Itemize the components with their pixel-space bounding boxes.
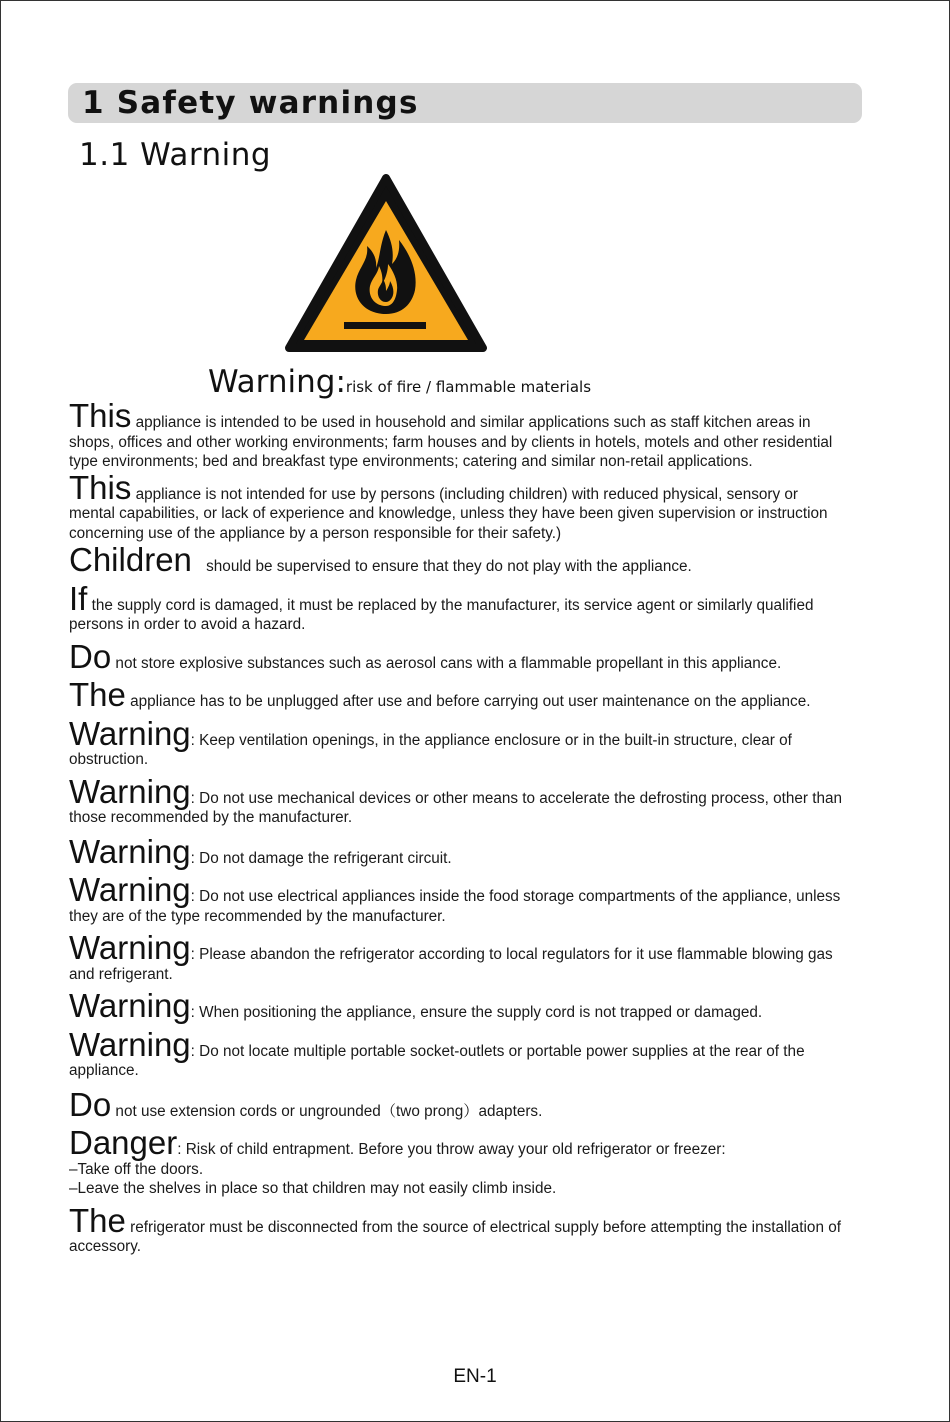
paragraph-text: refrigerator must be disconnected from the source of electrical supply before attempting the installation of accessory.: [69, 1218, 841, 1255]
paragraph-text: : Do not damage the refrigerant circuit.: [190, 849, 452, 867]
paragraph-text: : Do not locate multiple portable socket-outlets or portable power supplies at the rear of the appliance.: [69, 1042, 805, 1079]
paragraph-extension-cords: [69, 1085, 847, 1123]
paragraph-text: : Do not use electrical appliances inside the food storage compartments of the appliance, unless they are of the type recommended by the manufacturer.: [69, 888, 841, 925]
paragraph-text: appliance is not intended for use by persons (including children) with reduced physical, sensory or mental capabilities, or lack of experience and knowledge, unless they have been given supervision or instruction concerning use of the appliance by a person responsible for their safety.): [69, 485, 828, 542]
paragraph-text: : Keep ventilation openings, in the appliance enclosure or in the built-in structure, clear of obstruction.: [69, 731, 792, 768]
warning-caption-text: risk of fire / flammable materials: [345, 378, 592, 396]
subsection-title: 1.1 Warning: [79, 137, 272, 173]
paragraph-text: not use extension cords or ungrounded（two prong）adapters.: [111, 1102, 543, 1120]
page-number: EN-1: [453, 1366, 497, 1387]
paragraph-text: : Please abandon the refrigerator according to local regulators for it use flammable blowing gas and refrigerant.: [69, 946, 833, 983]
paragraph-accessory-installation: [69, 1201, 847, 1257]
paragraph-lead: Danger: [69, 1124, 178, 1161]
paragraph-supply-cord: [69, 579, 847, 635]
paragraph-lead: Do: [69, 1085, 112, 1123]
paragraph-lead: Children: [69, 541, 192, 578]
paragraph-positioning: [69, 987, 847, 1024]
paragraph-explosive-substances: [69, 637, 847, 675]
paragraph-text: not store explosive substances such as aerosol cans with a flammable propellant in this appliance.: [111, 654, 782, 672]
safety-paragraphs: [69, 397, 847, 1257]
paragraph-lead: Warning: [69, 714, 191, 752]
paragraph-lead: Warning: [69, 987, 191, 1024]
paragraph-text: the supply cord is damaged, it must be replaced by the manufacturer, its service agent or similarly qualified persons in order to avoid a hazard.: [69, 596, 814, 633]
paragraph-text: appliance has to be unplugged after use and before carrying out user maintenance on the appliance.: [125, 693, 811, 710]
flammable-warning-triangle-icon: [282, 172, 490, 356]
paragraph-text: : When positioning the appliance, ensure the supply cord is not trapped or damaged.: [190, 1004, 763, 1021]
paragraph-lead: Do: [69, 637, 112, 675]
paragraph-lead: Warning: [69, 929, 191, 966]
paragraph-reduced-capabilities: [69, 468, 847, 544]
paragraph-line: –Leave the shelves in place so that children may not easily climb inside.: [69, 1180, 557, 1197]
paragraph-lead: If: [69, 579, 88, 617]
paragraph-lead: Warning: [69, 772, 191, 810]
paragraph-intended-use: [69, 397, 847, 472]
paragraph-socket-outlets: [69, 1025, 847, 1081]
paragraph-unplug: [69, 676, 847, 713]
paragraph-electrical-appliances: [69, 871, 847, 926]
paragraph-refrigerant-circuit: [69, 832, 847, 870]
paragraph-disposal: [69, 929, 847, 984]
paragraph-ventilation: [69, 714, 847, 770]
paragraph-text: should be supervised to ensure that they do not play with the appliance.: [201, 558, 692, 575]
paragraph-lead: This: [69, 468, 132, 506]
paragraph-child-entrapment: [69, 1124, 847, 1199]
paragraph-children: [69, 541, 847, 578]
paragraph-defrosting: [69, 772, 847, 828]
paragraph-text: appliance is intended to be used in household and similar applications such as staff kitchen areas in shops, offices and other working environments; farm houses and by clients in hotels, motels and other residential type environments; bed and breakfast type environments; catering and similar non-retail applications.: [69, 414, 833, 470]
paragraph-lead: This: [69, 397, 132, 434]
paragraph-lead: The: [69, 1201, 126, 1239]
section-title: 1 Safety warnings: [82, 85, 419, 121]
paragraph-line: –Take off the doors.: [69, 1160, 204, 1178]
paragraph-lead: Warning: [69, 832, 191, 870]
warning-caption: [208, 364, 591, 400]
paragraph-lead: Warning: [69, 1025, 191, 1063]
paragraph-lead: The: [69, 676, 126, 713]
paragraph-text: : Do not use mechanical devices or other means to accelerate the defrosting process, other than those recommended by the manufacturer.: [69, 789, 842, 826]
paragraph-text: : Risk of child entrapment. Before you throw away your old refrigerator or freezer:: [177, 1141, 726, 1158]
paragraph-lead: Warning: [69, 871, 191, 908]
section-title-bar: [68, 83, 862, 123]
warning-caption-lead: Warning:: [208, 364, 346, 400]
